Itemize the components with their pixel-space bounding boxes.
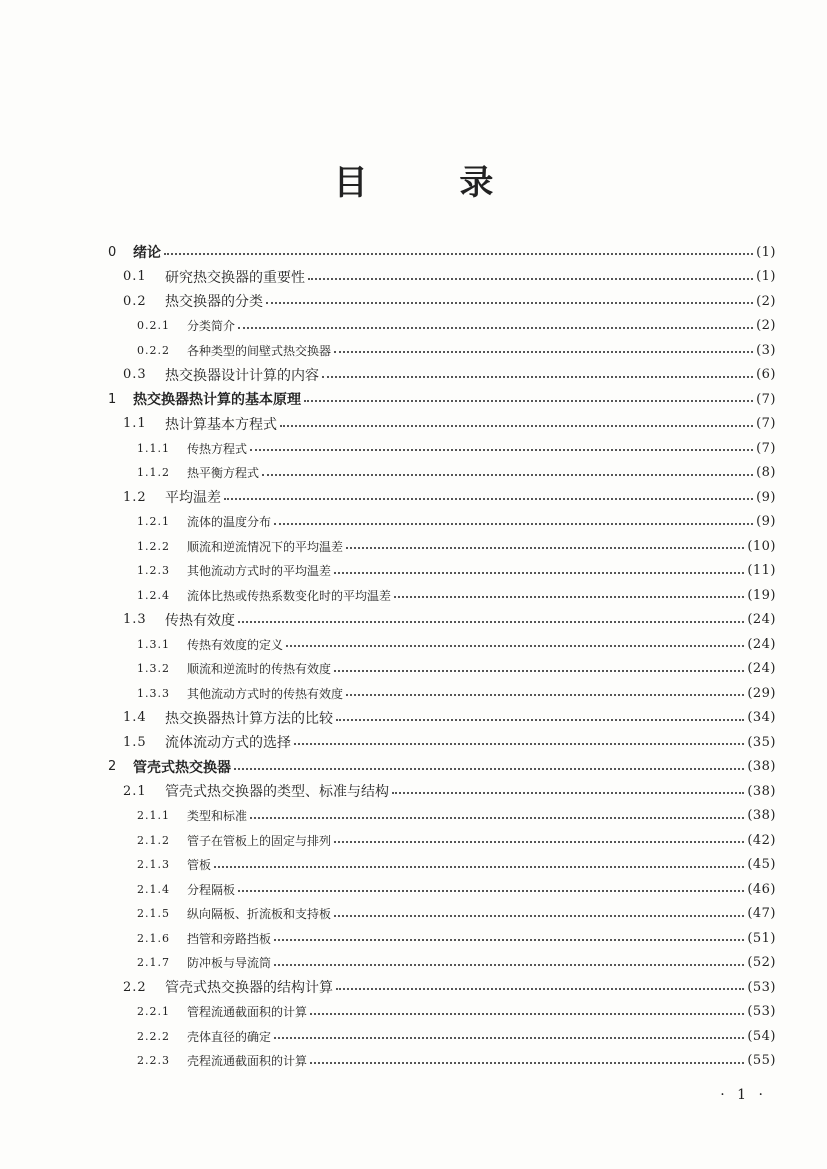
dot-leader xyxy=(164,253,753,255)
toc-entry-number: 2.1.5 xyxy=(137,907,170,921)
toc-entry-label: 挡管和旁路挡板 xyxy=(187,931,272,946)
toc-entry-page: (1) xyxy=(756,244,776,260)
toc-entry[interactable] xyxy=(108,926,776,951)
dot-leader xyxy=(234,768,744,770)
toc-entry[interactable] xyxy=(108,730,776,755)
toc-entry-page: (47) xyxy=(747,906,776,922)
toc-entry[interactable] xyxy=(108,240,776,265)
toc-entry[interactable] xyxy=(108,779,776,804)
dot-leader xyxy=(310,1062,744,1064)
dot-leader xyxy=(392,792,744,794)
toc-entry-page: (19) xyxy=(747,587,776,603)
toc-entry-label: 分程隔板 xyxy=(187,882,236,897)
toc-entry[interactable] xyxy=(108,559,776,584)
toc-entry-number: 2 xyxy=(108,759,117,775)
toc-entry[interactable] xyxy=(108,755,776,780)
toc-entry-label: 管板 xyxy=(187,858,212,873)
toc-entry[interactable] xyxy=(108,632,776,657)
toc-entry-number: 1.2.3 xyxy=(137,564,170,578)
toc-entry-number: 1.1.2 xyxy=(137,466,170,480)
toc-entry-number: 1.3.2 xyxy=(137,662,170,676)
dot-leader xyxy=(294,743,744,745)
toc-entry-label: 壳程流通截面积的计算 xyxy=(187,1054,308,1069)
toc-entry-number: 2.1.3 xyxy=(137,858,170,872)
toc-entry-number: 0.2 xyxy=(123,293,147,309)
toc-entry-label: 各种类型的间壁式热交换器 xyxy=(187,343,332,358)
toc-entry[interactable] xyxy=(108,828,776,853)
toc-entry-page: (7) xyxy=(756,416,776,432)
dot-leader xyxy=(336,988,744,990)
dot-leader xyxy=(322,376,753,378)
page-number-footer: · 1 · xyxy=(720,1087,767,1103)
toc-entry-label: 流体的温度分布 xyxy=(187,515,272,530)
toc-entry-label: 热交换器设计计算的内容 xyxy=(165,367,319,384)
toc-entry-label: 管壳式热交换器 xyxy=(133,759,231,776)
toc-entry-label: 管子在管板上的固定与排列 xyxy=(187,833,332,848)
toc-entry-page: (3) xyxy=(756,342,776,358)
toc-entry-page: (7) xyxy=(756,440,776,456)
toc-entry-number: 2.1.1 xyxy=(137,809,170,823)
toc-entry-number: 1.1.1 xyxy=(137,441,170,455)
toc-entry[interactable] xyxy=(108,265,776,290)
toc-entry[interactable] xyxy=(108,534,776,559)
toc-entry-number: 2.2.3 xyxy=(137,1054,170,1068)
toc-entry-number: 2.1.2 xyxy=(137,833,170,847)
toc-entry-page: (52) xyxy=(747,955,776,971)
toc-entry-page: (53) xyxy=(747,979,776,995)
toc-entry-page: (29) xyxy=(747,685,776,701)
toc-entry-page: (34) xyxy=(747,710,776,726)
toc-entry-number: 2.1.4 xyxy=(137,882,170,896)
toc-entry-page: (53) xyxy=(747,1004,776,1020)
toc-entry[interactable] xyxy=(108,902,776,927)
toc-entry-number: 1.2.2 xyxy=(137,539,170,553)
toc-entry-number: 1.2.4 xyxy=(137,588,170,602)
toc-entry-number: 2.1.7 xyxy=(137,956,170,970)
toc-entry-label: 研究热交换器的重要性 xyxy=(165,269,305,286)
dot-leader xyxy=(274,1037,744,1039)
toc-entry[interactable] xyxy=(108,853,776,878)
toc-entry-label: 平均温差 xyxy=(165,490,221,507)
toc-entry-number: 0.2.2 xyxy=(137,343,170,357)
toc-entry-label: 流体比热或传热系数变化时的平均温差 xyxy=(187,588,392,603)
dot-leader xyxy=(310,1013,744,1015)
toc-entry[interactable] xyxy=(108,608,776,633)
toc-entry-label: 传热有效度 xyxy=(165,612,235,629)
toc-entry-label: 壳体直径的确定 xyxy=(187,1029,272,1044)
toc-entry-page: (24) xyxy=(747,636,776,652)
dot-leader xyxy=(336,719,744,721)
toc-entry[interactable] xyxy=(108,363,776,388)
toc-entry[interactable] xyxy=(108,1024,776,1049)
toc-entry-number: 1.3.1 xyxy=(137,637,170,651)
toc-entry-number: 2.2.1 xyxy=(137,1005,170,1019)
toc-entry-label: 管壳式热交换器的结构计算 xyxy=(165,980,333,997)
toc-entry-page: (38) xyxy=(747,783,776,799)
toc-entry[interactable] xyxy=(108,1000,776,1025)
toc-entry-label: 流体流动方式的选择 xyxy=(165,735,291,752)
dot-leader xyxy=(334,351,753,353)
dot-leader xyxy=(286,645,744,647)
dot-leader xyxy=(308,278,753,280)
toc-entry[interactable] xyxy=(108,951,776,976)
dot-leader xyxy=(214,866,744,868)
toc-entry[interactable] xyxy=(108,289,776,314)
toc-entry-label: 热计算基本方程式 xyxy=(165,416,277,433)
toc-entry-page: (38) xyxy=(747,808,776,824)
dot-leader xyxy=(334,572,744,574)
toc-entry[interactable] xyxy=(108,436,776,461)
dot-leader xyxy=(304,400,753,402)
toc-entry-page: (35) xyxy=(747,734,776,750)
toc-entry-page: (1) xyxy=(756,269,776,285)
toc-entry-number: 2.1.6 xyxy=(137,931,170,945)
dot-leader xyxy=(274,964,744,966)
toc-entry-number: 2.2.2 xyxy=(137,1029,170,1043)
dot-leader xyxy=(238,327,753,329)
dot-leader xyxy=(394,596,744,598)
toc-entry-page: (10) xyxy=(747,538,776,554)
toc-entry[interactable] xyxy=(108,706,776,731)
toc-entry[interactable] xyxy=(108,387,776,412)
toc-entry-label: 类型和标准 xyxy=(187,809,248,824)
toc-entry-page: (42) xyxy=(747,832,776,848)
toc-entry-label: 绪论 xyxy=(133,245,161,262)
toc-entry[interactable] xyxy=(108,975,776,1000)
toc-entry[interactable] xyxy=(108,412,776,437)
toc-entry-page: (2) xyxy=(756,318,776,334)
dot-leader xyxy=(238,621,744,623)
toc-entry-page: (45) xyxy=(747,857,776,873)
toc-entry-label: 顺流和逆流时的传热有效度 xyxy=(187,662,332,677)
toc-entry-number: 0.3 xyxy=(123,367,147,383)
toc-entry-page: (9) xyxy=(756,489,776,505)
toc-entry-page: (6) xyxy=(756,367,776,383)
toc-entry[interactable] xyxy=(108,877,776,902)
dot-leader xyxy=(238,890,744,892)
toc-entry-page: (46) xyxy=(747,881,776,897)
dot-leader xyxy=(280,425,753,427)
toc-entry-label: 防冲板与导流筒 xyxy=(187,956,272,971)
toc-entry-label: 纵向隔板、折流板和支持板 xyxy=(187,907,332,922)
toc-entry-page: (54) xyxy=(747,1028,776,1044)
toc-entry-page: (9) xyxy=(756,514,776,530)
toc-entry-number: 2.1 xyxy=(123,783,147,799)
toc-entry-number: 1.2 xyxy=(123,489,147,505)
toc-entry-page: (24) xyxy=(747,612,776,628)
toc-entry[interactable] xyxy=(108,485,776,510)
toc-entry-number: 0.2.1 xyxy=(137,319,170,333)
toc-entry-number: 1.4 xyxy=(123,710,147,726)
toc-entry-number: 1.5 xyxy=(123,734,147,750)
toc-entry-label: 分类简介 xyxy=(187,319,236,334)
toc-entry-label: 其他流动方式时的传热有效度 xyxy=(187,686,344,701)
toc-entry-number: 1.3 xyxy=(123,612,147,628)
dot-leader xyxy=(250,449,753,451)
toc-entry-label: 传热有效度的定义 xyxy=(187,637,284,652)
toc-entry-number: 0 xyxy=(108,244,117,260)
toc-entry[interactable] xyxy=(108,314,776,339)
toc-entry-label: 顺流和逆流情况下的平均温差 xyxy=(187,539,344,554)
toc-entry-number: 2.2 xyxy=(123,979,147,995)
table-of-contents xyxy=(108,240,776,1073)
dot-leader xyxy=(274,939,744,941)
toc-entry-page: (8) xyxy=(756,465,776,481)
toc-entry-label: 其他流动方式时的平均温差 xyxy=(187,564,332,579)
dot-leader xyxy=(346,694,744,696)
toc-entry-label: 传热方程式 xyxy=(187,441,248,456)
toc-entry-page: (24) xyxy=(747,661,776,677)
toc-entry-number: 1.3.3 xyxy=(137,686,170,700)
toc-entry[interactable] xyxy=(108,338,776,363)
dot-leader xyxy=(274,523,753,525)
dot-leader xyxy=(334,841,744,843)
dot-leader xyxy=(250,817,744,819)
toc-entry-page: (11) xyxy=(747,563,776,579)
dot-leader xyxy=(334,915,744,917)
toc-entry[interactable] xyxy=(108,461,776,486)
toc-entry[interactable] xyxy=(108,583,776,608)
toc-entry[interactable] xyxy=(108,1049,776,1074)
toc-entry[interactable] xyxy=(108,510,776,535)
toc-entry-label: 热平衡方程式 xyxy=(187,466,260,481)
dot-leader xyxy=(266,302,753,304)
toc-entry-label: 管程流通截面积的计算 xyxy=(187,1005,308,1020)
toc-entry[interactable] xyxy=(108,681,776,706)
dot-leader xyxy=(262,474,753,476)
dot-leader xyxy=(224,498,753,500)
toc-entry-page: (38) xyxy=(747,759,776,775)
toc-entry-number: 0.1 xyxy=(123,269,147,285)
toc-entry-label: 热交换器热计算的基本原理 xyxy=(133,392,301,409)
toc-entry-page: (51) xyxy=(747,930,776,946)
toc-entry-number: 1.2.1 xyxy=(137,515,170,529)
toc-entry-page: (55) xyxy=(747,1053,776,1069)
toc-entry[interactable] xyxy=(108,804,776,829)
dot-leader xyxy=(334,670,744,672)
toc-entry-label: 热交换器的分类 xyxy=(165,294,263,311)
toc-entry-label: 热交换器热计算方法的比较 xyxy=(165,710,333,727)
toc-entry[interactable] xyxy=(108,657,776,682)
page-title: 目 录 xyxy=(333,163,534,203)
toc-entry-page: (7) xyxy=(756,391,776,407)
toc-entry-page: (2) xyxy=(756,293,776,309)
toc-entry-number: 1 xyxy=(108,391,117,407)
dot-leader xyxy=(346,547,744,549)
toc-entry-label: 管壳式热交换器的类型、标准与结构 xyxy=(165,784,389,801)
toc-entry-number: 1.1 xyxy=(123,416,147,432)
